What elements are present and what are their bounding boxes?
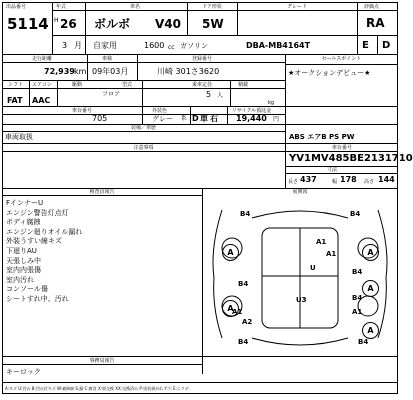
notes-label: 注意事項: [133, 145, 154, 151]
score-label: 評価点: [364, 4, 380, 10]
year-value: 26: [60, 17, 77, 31]
damage-mark: A1: [316, 238, 327, 246]
load-unit: kg: [268, 100, 275, 106]
mileage-unit: km: [74, 67, 87, 76]
damage-mark: A: [362, 244, 379, 261]
damage-marks: [202, 188, 398, 356]
lot-number: 5114: [7, 15, 49, 33]
equipment: ABS エアB PS PW: [289, 133, 355, 141]
damage-mark: A: [222, 300, 239, 317]
inspector-notes: [6, 199, 200, 305]
damage-mark: A2: [242, 318, 253, 326]
damage-mark: A: [362, 322, 379, 339]
era: H: [54, 17, 59, 24]
year-label: 年式: [56, 4, 67, 10]
damage-mark: U3: [296, 296, 307, 304]
drive-value: フロア: [102, 91, 121, 98]
body-type: 車: [200, 114, 208, 123]
damage-mark: U: [310, 264, 316, 272]
drive-label: 駆動: [72, 82, 83, 88]
length-label: 長さ: [288, 179, 299, 185]
ac-value: AAC: [32, 96, 51, 105]
height-value: 144: [378, 175, 395, 184]
mileage-value: 72,939: [44, 67, 75, 76]
inspection-label: 車検: [102, 56, 113, 62]
damage-mark: B4: [240, 210, 251, 218]
recycle-fee: 19,440: [236, 114, 267, 123]
ac-label: エアコン: [32, 82, 52, 88]
month-unit: 月: [74, 41, 82, 50]
model-name: V40: [155, 17, 181, 31]
inspector-line: FインナーU: [6, 199, 44, 207]
load-label: 積載: [238, 82, 249, 88]
damage-mark: A: [222, 244, 239, 261]
damage-mark: B4: [350, 210, 361, 218]
damage-mark: A: [362, 280, 379, 297]
seats-unit: 人: [217, 92, 224, 99]
width-value: 178: [340, 175, 357, 184]
inspector-line: エンジン警告灯点灯: [6, 208, 69, 217]
body-color: グレー: [152, 115, 173, 123]
plate-label: 登録番号: [192, 56, 213, 62]
damage-mark: A1: [326, 250, 337, 258]
type-label: 型式: [122, 82, 133, 88]
recycle-label: リサイクル預託金: [232, 108, 272, 114]
diagram-label: 展開図: [292, 189, 308, 195]
chassis-prefix: 705: [92, 114, 108, 123]
grade-label: グレード: [286, 4, 307, 10]
length-value: 437: [300, 175, 317, 184]
plate-number: 川崎 301さ3620: [157, 67, 220, 76]
legend-text: A:キズ U:凹み B:凹み付キズ W:補修跡 S:錆 C:腐食 X:要交換 XX:交換済み P:塗装剥がれ Y:穴 E:エクボ: [5, 386, 189, 391]
interior-score: E: [362, 40, 369, 51]
seats-label: 乗車定員: [192, 82, 213, 88]
inspection-date: 09年03月: [92, 67, 129, 76]
doors-label: ドア形状: [202, 4, 222, 10]
inspector-line: コンソール傷: [6, 285, 48, 294]
shift-label: シフト: [8, 82, 24, 88]
cc-unit: cc: [168, 44, 175, 51]
vin-number: YV1MV485BE2131710: [289, 153, 413, 164]
auction-sheet: [2, 2, 413, 398]
use-type: 自家用: [93, 41, 117, 50]
inspector-line: シートすれ中、汚れ: [6, 294, 69, 303]
history-label: 装備／車歴: [130, 125, 156, 131]
door-style: 5W: [202, 17, 224, 31]
inspector-line: ボディ腐蝕: [6, 218, 41, 227]
inspector-line: 室内内張傷: [6, 266, 41, 275]
chassis-label: 車台番号: [72, 108, 93, 114]
recycle-unit: 円: [273, 116, 280, 123]
month-value: 3: [62, 41, 68, 50]
inspector-line: 天張しみ中: [6, 256, 41, 265]
vin-label: 車台番号: [332, 145, 353, 151]
chassis-code: DBA-MB4164T: [246, 41, 311, 50]
office-note: キーロック: [6, 368, 41, 376]
maker-name: ボルボ: [94, 17, 131, 31]
steering-side: 右: [210, 114, 218, 123]
dimensions-label: 寸法: [327, 167, 338, 173]
fuel-type: ガソリン: [180, 42, 208, 50]
history-text: 車両取扱: [5, 133, 33, 141]
inspector-label: 検査員報告: [89, 189, 115, 195]
seats-value: 5: [206, 90, 212, 99]
maker-label: 車名: [129, 4, 140, 10]
displacement: 1600: [144, 41, 165, 50]
inspector-line: 下廻りAU: [6, 246, 37, 255]
inspector-line: 室内汚れ: [6, 275, 34, 284]
inspector-line: 外装うすい線キズ: [6, 237, 62, 246]
sales-point: ★オークションデビュー★: [288, 69, 371, 77]
damage-mark: A1: [232, 308, 243, 316]
damage-mark: B4: [358, 338, 369, 346]
lot-label: 出品番号: [6, 4, 27, 10]
color-label: 外装色: [152, 108, 168, 114]
damage-mark: B4: [352, 294, 363, 302]
mileage-label: 走行距離: [32, 56, 53, 62]
exterior-score: D: [382, 40, 391, 51]
damage-mark: B4: [238, 338, 249, 346]
doors-right: D: [192, 114, 199, 123]
sales-point-label: セールスポイント: [321, 56, 362, 62]
damage-mark: B4: [238, 280, 249, 288]
damage-mark: B4: [352, 268, 363, 276]
color-code: 系: [181, 115, 188, 122]
office-label: 事務局報告: [89, 358, 115, 364]
overall-score: RA: [366, 16, 385, 30]
shift-value: FAT: [7, 96, 23, 105]
inspector-line: エンジン廻りオイル漏れ: [6, 227, 83, 236]
height-label: 高さ: [364, 179, 375, 185]
width-label: 幅: [332, 179, 338, 185]
damage-mark: A1: [352, 308, 363, 316]
